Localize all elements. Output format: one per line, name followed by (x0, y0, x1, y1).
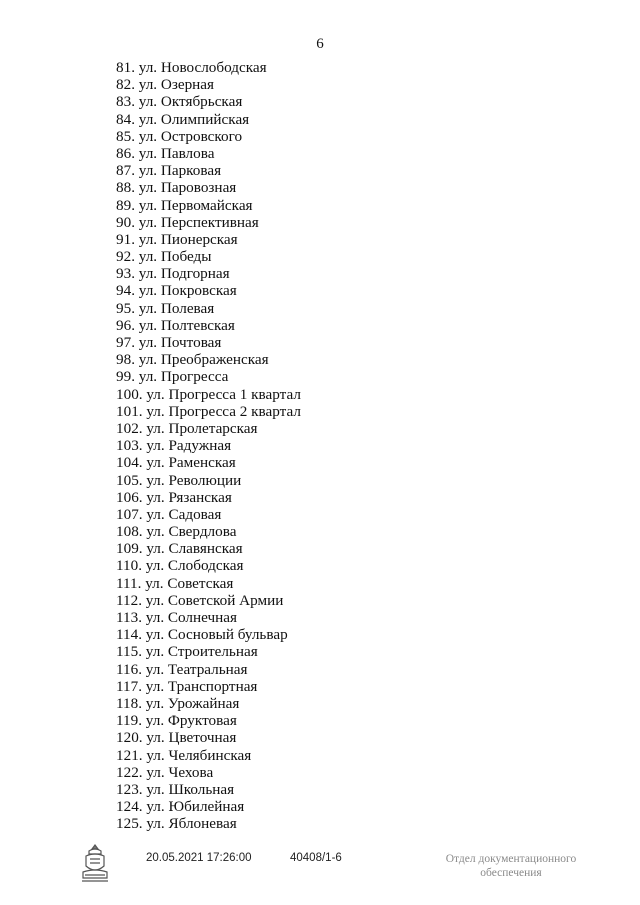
list-item: 103. ул. Радужная (116, 437, 232, 455)
list-item: 122. ул. Чехова (116, 763, 214, 781)
list-item: 121. ул. Челябинская (116, 746, 252, 764)
list-item: 101. ул. Прогресса 2 квартал (116, 402, 301, 420)
list-item: 88. ул. Паровозная (116, 179, 237, 197)
footer-document-number: 40408/1-6 (290, 852, 342, 864)
footer-department-line2: обеспечения (480, 867, 542, 879)
list-item: 107. ул. Садовая (116, 505, 222, 523)
list-item: 85. ул. Островского (116, 127, 243, 145)
list-item: 108. ул. Свердлова (116, 523, 237, 541)
list-item: 117. ул. Транспортная (116, 677, 258, 695)
footer-datetime: 20.05.2021 17:26:00 (146, 852, 252, 864)
list-item: 110. ул. Слободская (116, 557, 244, 575)
list-item: 91. ул. Пионерская (116, 230, 238, 248)
list-item: 82. ул. Озерная (116, 76, 215, 94)
list-item: 125. ул. Яблоневая (116, 815, 237, 833)
list-item: 83. ул. Октябрьская (116, 93, 243, 111)
list-item: 86. ул. Павлова (116, 144, 215, 162)
list-item: 95. ул. Полевая (116, 299, 215, 317)
list-item: 97. ул. Почтовая (116, 334, 222, 351)
list-item: 87. ул. Парковая (116, 162, 222, 180)
footer-department-line1: Отдел документационного (445, 853, 577, 865)
list-item: 115. ул. Строительная (116, 643, 258, 661)
list-item: 118. ул. Урожайная (116, 694, 240, 712)
list-item: 96. ул. Полтевская (116, 316, 235, 334)
street-list (116, 59, 301, 832)
coat-of-arms-icon (80, 842, 110, 884)
page-number: 6 (316, 36, 324, 52)
list-item: 93. ул. Подгорная (116, 265, 230, 283)
list-item: 112. ул. Советской Армии (116, 591, 284, 609)
list-item: 99. ул. Прогресса (116, 368, 229, 386)
list-item: 94. ул. Покровская (116, 282, 237, 300)
list-item: 84. ул. Олимпийская (116, 110, 250, 128)
footer-department (436, 852, 586, 880)
list-item: 106. ул. Рязанская (116, 488, 232, 506)
list-item: 123. ул. Школьная (116, 780, 235, 798)
list-item: 98. ул. Преображенская (116, 351, 269, 369)
list-item: 102. ул. Пролетарская (116, 419, 258, 437)
list-item: 81. ул. Новослободская (116, 59, 267, 76)
list-item: 114. ул. Сосновый бульвар (116, 626, 288, 644)
list-item: 89. ул. Первомайская (116, 196, 253, 214)
list-item: 119. ул. Фруктовая (116, 712, 237, 730)
list-item: 100. ул. Прогресса 1 квартал (116, 385, 301, 403)
list-item: 105. ул. Революции (116, 471, 242, 489)
list-item: 109. ул. Славянская (116, 540, 243, 558)
list-item: 90. ул. Перспективная (116, 213, 259, 231)
list-item: 124. ул. Юбилейная (116, 798, 245, 816)
document-footer (0, 842, 640, 892)
list-item: 92. ул. Победы (116, 248, 212, 266)
list-item: 111. ул. Советская (116, 574, 234, 592)
list-item: 116. ул. Театральная (116, 660, 248, 678)
list-item: 113. ул. Солнечная (116, 609, 237, 626)
list-item: 120. ул. Цветочная (116, 729, 237, 747)
list-item: 104. ул. Раменская (116, 454, 236, 472)
